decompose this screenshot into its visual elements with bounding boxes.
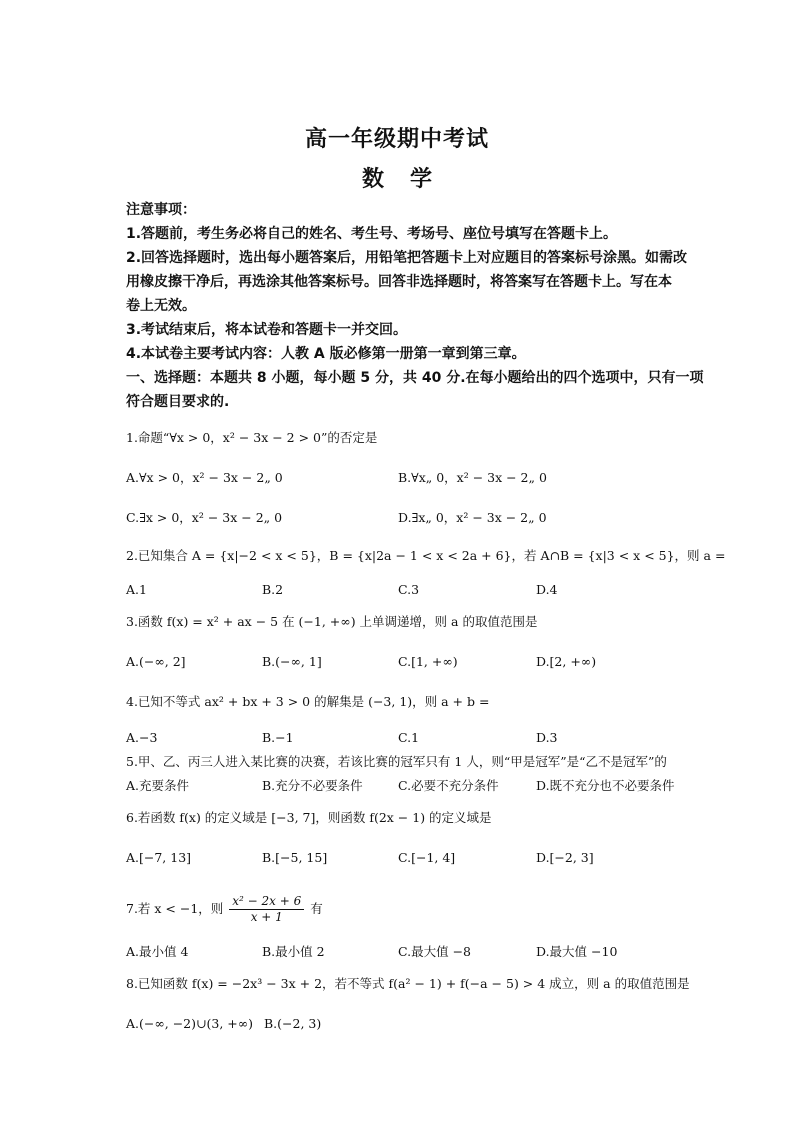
question-1-options-row-1	[126, 468, 746, 488]
notes-line-5: 3.考试结束后，将本试卷和答题卡一并交回。	[126, 322, 408, 338]
notes-line-6: 4.本试卷主要考试内容：人教 A 版必修第一册第一章到第三章。	[126, 346, 526, 362]
question-5-options	[126, 776, 746, 796]
question-6-option-d: D.[−2, 3]	[536, 850, 594, 865]
question-3-option-c: C.[1, +∞)	[398, 654, 458, 669]
question-4-option-a: A.−3	[126, 730, 158, 745]
question-4-option-b: B.−1	[262, 730, 294, 745]
question-1-option-c: C.∃x > 0，x² − 3x − 2„ 0	[126, 510, 283, 525]
question-7-option-a: A.最小值 4	[126, 944, 189, 959]
question-2-option-d: D.4	[536, 582, 558, 597]
question-8-options	[126, 1014, 746, 1034]
question-3-options	[126, 652, 746, 672]
section-heading-line-1: 一、选择题：本题共 8 小题，每小题 5 分，共 40 分.在每小题给出的四个选项中，只有一项	[126, 370, 704, 386]
question-7-options	[126, 942, 746, 962]
question-1-options-row-2	[126, 508, 746, 528]
question-4-option-c: C.1	[398, 730, 420, 745]
question-3-stem: 3.函数 f(x) = x² + ax − 5 在 (−1, +∞) 上单调递增，则 a 的取值范围是	[126, 614, 538, 629]
question-2-options	[126, 580, 746, 600]
question-4-stem: 4.已知不等式 ax² + bx + 3 > 0 的解集是 (−3, 1)，则 a + b =	[126, 694, 490, 709]
question-3-option-a: A.(−∞, 2]	[126, 654, 186, 669]
question-2-option-c: C.3	[398, 582, 420, 597]
question-7-option-d: D.最大值 −10	[536, 944, 618, 959]
question-7-option-c: C.最大值 −8	[398, 944, 471, 959]
notes-line-1: 1.答题前，考生务必将自己的姓名、考生号、考场号、座位号填写在答题卡上。	[126, 226, 618, 242]
question-6-option-a: A.[−7, 13]	[126, 850, 192, 865]
question-7-fraction-numerator: x² − 2x + 6	[229, 894, 304, 910]
question-2-option-b: B.2	[262, 582, 284, 597]
question-2-option-a: A.1	[126, 582, 147, 597]
question-5-stem: 5.甲、乙、丙三人进入某比赛的决赛，若该比赛的冠军只有 1 人，则“甲是冠军”是“乙不是冠军”的	[126, 754, 667, 769]
question-1-option-a: A.∀x > 0，x² − 3x − 2„ 0	[126, 470, 283, 485]
question-8-option-a: A.(−∞, −2)∪(3, +∞)	[126, 1016, 254, 1031]
question-1-option-b: B.∀x„ 0，x² − 3x − 2„ 0	[398, 470, 547, 485]
subject-title: 数学	[361, 167, 458, 192]
question-8-stem: 8.已知函数 f(x) = −2x³ − 3x + 2，若不等式 f(a² − 1) + f(−a − 5) > 4 成立，则 a 的取值范围是	[126, 976, 690, 991]
exam-title: 高一年级期中考试	[304, 127, 489, 152]
question-7-stem	[126, 892, 746, 930]
question-5-option-a: A.充要条件	[126, 778, 190, 793]
section-heading-line-2: 符合题目要求的.	[126, 394, 230, 410]
question-2-stem: 2.已知集合 A = {x|−2 < x < 5}，B = {x|2a − 1 < x < 2a + 6}，若 A∩B = {x|3 < x < 5}，则 a =	[126, 548, 726, 563]
notes-line-2: 2.回答选择题时，选出每小题答案后，用铅笔把答题卡上对应题目的答案标号涂黑。如需改	[126, 250, 688, 266]
question-1-option-d: D.∃x„ 0，x² − 3x − 2„ 0	[398, 510, 547, 525]
question-7-stem-suffix: 有	[310, 901, 323, 916]
question-7-stem-prefix: 7.若 x < −1，则	[126, 901, 224, 916]
question-4-options	[126, 728, 746, 748]
notes-line-4: 卷上无效。	[126, 298, 196, 314]
notes-line-3: 用橡皮擦干净后，再选涂其他答案标号。回答非选择题时，将答案写在答题卡上。写在本	[126, 274, 672, 290]
question-6-option-b: B.[−5, 15]	[262, 850, 328, 865]
question-5-option-c: C.必要不充分条件	[398, 778, 499, 793]
question-6-stem: 6.若函数 f(x) 的定义域是 [−3, 7]，则函数 f(2x − 1) 的定义域是	[126, 810, 492, 825]
question-5-option-b: B.充分不必要条件	[262, 778, 363, 793]
question-1-stem: 1.命题“∀x > 0，x² − 3x − 2 > 0”的否定是	[126, 430, 378, 445]
question-3-option-d: D.[2, +∞)	[536, 654, 597, 669]
question-6-options	[126, 848, 746, 868]
question-6-option-c: C.[−1, 4]	[398, 850, 456, 865]
notes-heading: 注意事项：	[126, 202, 196, 218]
question-3-option-b: B.(−∞, 1]	[262, 654, 322, 669]
question-4-option-d: D.3	[536, 730, 558, 745]
question-7-fraction	[229, 894, 304, 925]
question-7-option-b: B.最小值 2	[262, 944, 325, 959]
question-8-option-b: B.(−2, 3)	[264, 1016, 322, 1031]
question-5-option-d: D.既不充分也不必要条件	[536, 778, 675, 793]
question-7-fraction-denominator: x + 1	[250, 910, 283, 924]
